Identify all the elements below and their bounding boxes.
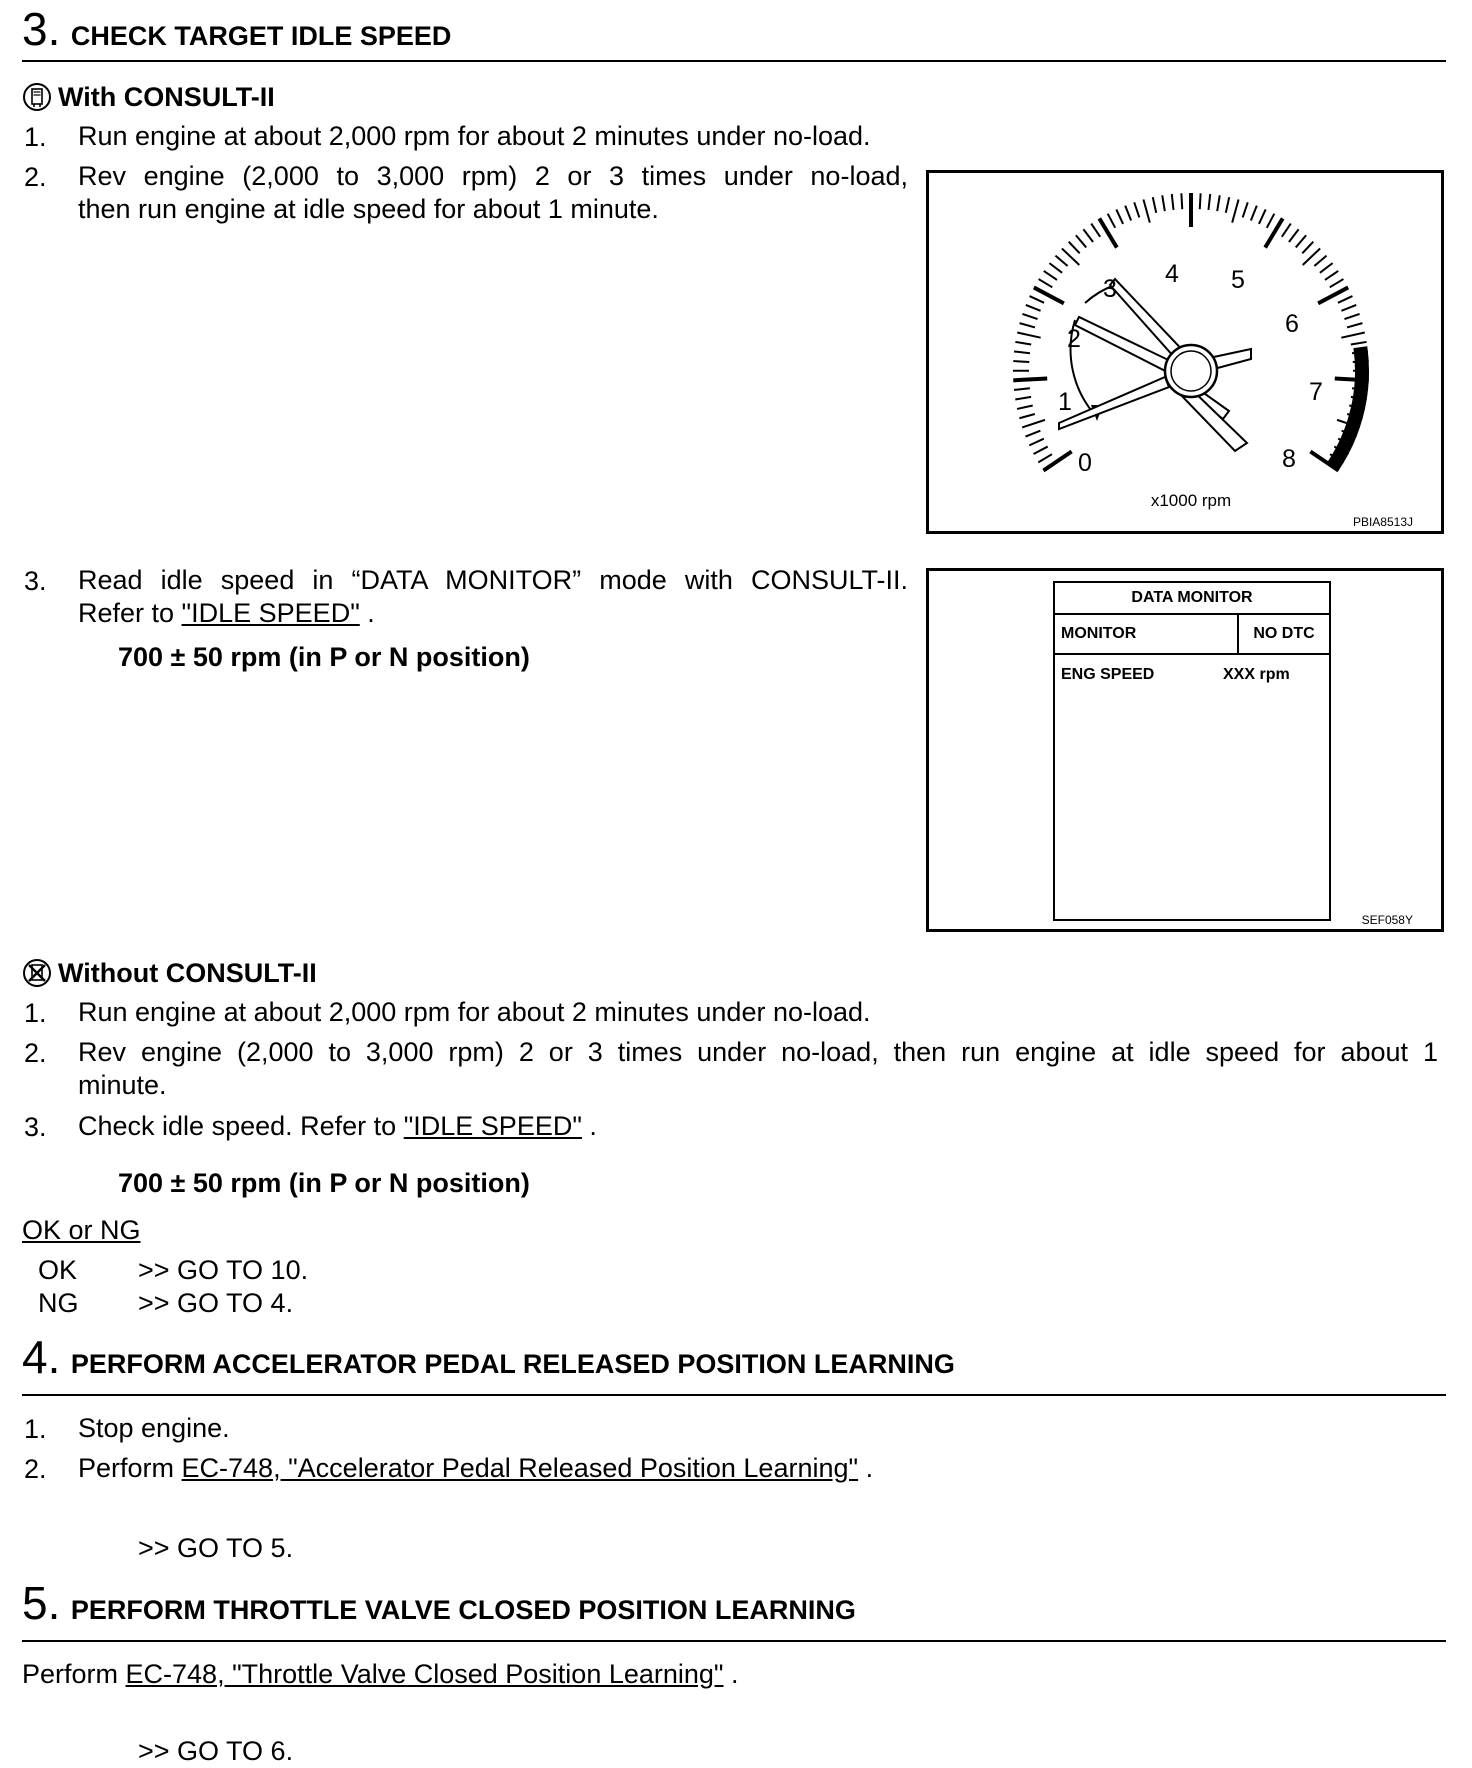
tach-tick	[1017, 406, 1033, 409]
tach-tick	[1338, 296, 1353, 303]
tach-tick	[1265, 218, 1283, 247]
tach-tick	[1143, 199, 1149, 222]
idle-speed-link[interactable]: "IDLE SPEED"	[403, 1111, 582, 1141]
tach-tick	[1302, 242, 1313, 254]
tach-tick	[1049, 263, 1062, 273]
data-monitor-figure	[926, 568, 1444, 932]
tach-tick	[1039, 279, 1053, 287]
idle-speed-spec: 700 ± 50 rpm (in P or N position)	[118, 1168, 530, 1198]
without-consult-step-3	[78, 1110, 597, 1143]
section-5-go[interactable]: >> GO TO 6.	[138, 1736, 294, 1766]
tach-tick	[1014, 388, 1030, 390]
tach-tick	[1341, 332, 1364, 337]
tach-tick	[1017, 332, 1040, 337]
tach-tick	[1325, 271, 1338, 280]
tach-tick	[1038, 454, 1052, 462]
refer-prefix: Refer to	[78, 598, 182, 628]
ok-action[interactable]: >> GO TO 10.	[138, 1255, 309, 1285]
eng-speed-row	[1055, 655, 1329, 695]
no-consult-icon	[22, 958, 52, 988]
tach-unit: x1000 rpm	[1150, 491, 1232, 510]
section-3-divider	[22, 60, 1446, 62]
step-number: 3.	[24, 566, 47, 596]
section-5-header	[22, 1577, 856, 1629]
section-3-number: 3.	[22, 3, 61, 55]
refer-suffix: .	[359, 598, 375, 628]
link-suffix: .	[858, 1453, 874, 1483]
tach-tick	[1043, 452, 1071, 471]
tach-tick	[1069, 242, 1080, 254]
with-consult-step-2-cont: then run engine at idle speed for about 1 minute.	[78, 194, 659, 224]
tach-tick	[1344, 314, 1359, 319]
with-consult-step-1: Run engine at about 2,000 rpm for about 2 minutes under no-load.	[78, 121, 871, 151]
tach-tick	[1208, 194, 1210, 210]
tach-tick	[1044, 271, 1057, 280]
tach-tick	[1099, 218, 1117, 247]
idle-speed-spec: 700 ± 50 rpm (in P or N position)	[118, 642, 530, 672]
tach-tick	[1134, 202, 1139, 217]
tach-tick	[1243, 202, 1248, 217]
section-5-number: 5.	[22, 1577, 61, 1629]
tach-tick	[1172, 194, 1174, 210]
tach-scale-1: 1	[1058, 388, 1072, 416]
tach-scale-5: 5	[1231, 266, 1245, 294]
section-3-header	[22, 3, 452, 55]
throttle-learning-link[interactable]: EC-748, "Throttle Valve Closed Position Learning"	[125, 1659, 724, 1689]
tach-tick	[1020, 323, 1035, 327]
tach-tick	[1083, 229, 1093, 242]
perform-text: Perform	[78, 1453, 182, 1483]
tach-tick	[1314, 256, 1326, 266]
tach-tick	[1026, 305, 1041, 311]
tach-tick	[1330, 279, 1344, 287]
tach-scale-8: 8	[1282, 445, 1296, 473]
step-number: 3.	[24, 1112, 47, 1142]
tach-tick	[1162, 195, 1165, 211]
eng-speed-value: XXX rpm	[1223, 666, 1290, 683]
section-4-go[interactable]: >> GO TO 5.	[138, 1533, 294, 1563]
tach-tick	[1259, 209, 1266, 224]
tach-scale-7: 7	[1309, 378, 1323, 406]
tach-tick	[1181, 193, 1182, 209]
tach-tick	[1108, 214, 1115, 228]
tach-tick	[1019, 414, 1034, 418]
section-4-header	[22, 1331, 955, 1383]
figure-code: PBIA8513J	[1352, 515, 1413, 529]
section-5-divider	[22, 1640, 1446, 1642]
tach-tick	[1320, 263, 1333, 273]
tach-scale-2: 2	[1067, 325, 1081, 353]
idle-speed-link[interactable]: "IDLE SPEED"	[181, 598, 360, 628]
without-consult-step-2-cont: minute.	[78, 1070, 167, 1100]
no-dtc-column-header: NO DTC	[1253, 625, 1315, 642]
tach-tick	[1076, 235, 1086, 247]
tach-tick	[1014, 351, 1030, 353]
tach-tick	[1200, 193, 1201, 209]
tach-tick	[1351, 342, 1367, 345]
figure-code: SEF058Y	[1361, 913, 1413, 927]
step-number: 1.	[24, 1414, 47, 1444]
tach-scale-6: 6	[1285, 310, 1299, 338]
tach-tick	[1226, 197, 1229, 213]
tach-scale-0: 0	[1078, 449, 1092, 477]
ok-ng-heading: OK or NG	[22, 1215, 141, 1245]
tach-tick	[1282, 224, 1291, 237]
with-consult-label: With CONSULT-II	[58, 81, 275, 112]
eng-speed-label: ENG SPEED	[1061, 666, 1155, 683]
data-monitor-title: DATA MONITOR	[1055, 583, 1329, 615]
data-monitor-screen	[1053, 581, 1331, 921]
tach-tick	[1055, 256, 1067, 266]
without-consult-label: Without CONSULT-II	[58, 957, 317, 988]
tach-tick	[1217, 195, 1220, 211]
tach-tick	[1013, 379, 1047, 381]
tach-tick	[1091, 224, 1100, 237]
tach-tick	[1251, 206, 1257, 221]
link-suffix: .	[723, 1659, 739, 1689]
tachometer-figure	[926, 170, 1444, 534]
step-number: 1.	[24, 122, 47, 152]
tach-tick	[1015, 397, 1031, 400]
without-consult-step-1: Run engine at about 2,000 rpm for about 2 minutes under no-load.	[78, 997, 871, 1027]
tach-tick	[1289, 229, 1299, 242]
tach-scale-3: 3	[1103, 275, 1117, 303]
ng-action[interactable]: >> GO TO 4.	[138, 1288, 294, 1318]
section-4-step-1: Stop engine.	[78, 1413, 230, 1443]
tach-tick	[1022, 314, 1037, 319]
tach-scale-4: 4	[1165, 260, 1179, 288]
section-4-divider	[22, 1394, 1446, 1396]
check-idle-text: Check idle speed. Refer to	[78, 1111, 404, 1141]
tach-tick	[1153, 197, 1156, 213]
tach-tick	[1030, 296, 1045, 303]
with-consult-heading	[22, 82, 275, 112]
consult-icon	[22, 82, 52, 112]
tach-tick	[1029, 439, 1044, 446]
tach-tick	[1347, 323, 1362, 327]
tach-tick	[1341, 305, 1356, 311]
tach-tick	[1025, 431, 1040, 437]
with-consult-step-2: Rev engine (2,000 to 3,000 rpm) 2 or 3 times under no-load,	[78, 161, 908, 191]
monitor-column-header: MONITOR	[1055, 615, 1239, 653]
tach-tick	[1015, 342, 1031, 345]
ok-label: OK	[38, 1255, 78, 1285]
step-number: 2.	[24, 1038, 47, 1068]
section-3-title: CHECK TARGET IDLE SPEED	[70, 21, 452, 51]
section-5-title: PERFORM THROTTLE VALVE CLOSED POSITION LEARNING	[70, 1595, 856, 1625]
section-4-step-2	[78, 1452, 873, 1485]
refer-suffix: .	[581, 1111, 597, 1141]
without-consult-heading	[22, 958, 317, 988]
accelerator-learning-link[interactable]: EC-748, "Accelerator Pedal Released Position Learning"	[181, 1453, 859, 1483]
without-consult-step-2: Rev engine (2,000 to 3,000 rpm) 2 or 3 times under no-load, then run engine at idle speed for about 1	[78, 1037, 1438, 1067]
tach-tick	[1034, 447, 1048, 454]
step-number: 2.	[24, 162, 47, 192]
tach-tick	[1116, 209, 1123, 224]
data-monitor-header-row	[1055, 615, 1329, 655]
tach-tick	[1022, 420, 1045, 428]
tach-tick	[1013, 361, 1029, 362]
with-consult-step-3: Read idle speed in “DATA MONITOR” mode with CONSULT-II.	[78, 565, 908, 595]
section-5-text	[22, 1658, 739, 1691]
tachometer-illustration	[929, 173, 1441, 531]
tach-redzone	[1333, 347, 1362, 466]
perform-text: Perform	[22, 1659, 126, 1689]
step-number: 1.	[24, 998, 47, 1028]
tach-tick	[1125, 206, 1131, 221]
tach-tick	[1267, 214, 1274, 228]
tach-tick	[1296, 235, 1306, 247]
with-consult-refer	[78, 597, 375, 630]
ng-label: NG	[38, 1288, 79, 1318]
section-4-title: PERFORM ACCELERATOR PEDAL RELEASED POSITION LEARNING	[70, 1349, 955, 1379]
tach-tick	[1232, 199, 1238, 222]
section-4-number: 4.	[22, 1331, 61, 1383]
step-number: 2.	[24, 1454, 47, 1484]
